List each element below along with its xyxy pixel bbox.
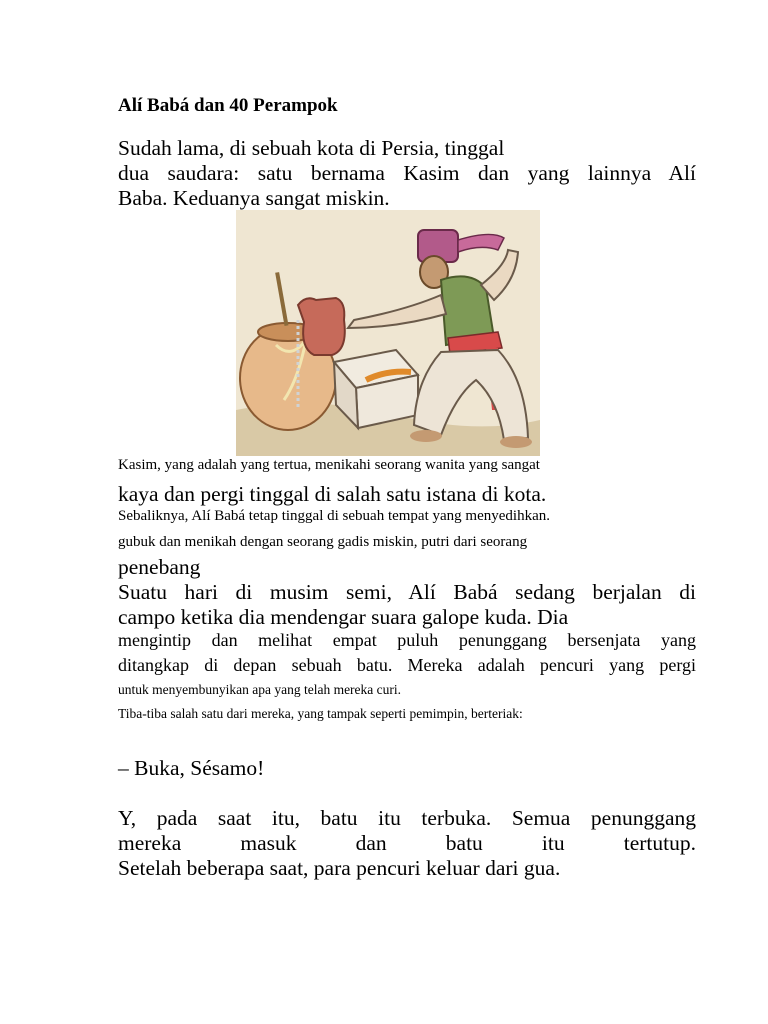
para3-line-1: Suatu hari di musim semi, Alí Babá sedang berjalan di xyxy=(118,580,696,604)
intro-line-2: dua saudara: satu bernama Kasim dan yang lainnya Alí xyxy=(118,161,696,185)
para2-line-3: Sebaliknya, Alí Babá tetap tinggal di sebuah tempat yang menyedihkan. xyxy=(118,508,550,524)
para2-line-5: penebang xyxy=(118,555,201,579)
intro-line-1: Sudah lama, di sebuah kota di Persia, tinggal xyxy=(118,136,505,160)
para4-line-3: Setelah beberapa saat, para pencuri keluar dari gua. xyxy=(118,856,561,880)
document-title: Alí Babá dan 40 Perampok xyxy=(118,95,338,116)
para2-line-2: kaya dan pergi tinggal di salah satu istana di kota. xyxy=(118,482,547,506)
para4-line-1: Y, pada saat itu, batu itu terbuka. Semua penunggang xyxy=(118,806,696,830)
para3-line-3: mengintip dan melihat empat puluh penunggang bersenjata yang xyxy=(118,630,696,650)
intro-line-3: Baba. Keduanya sangat miskin. xyxy=(118,186,390,210)
para2-line-4: gubuk dan menikah dengan seorang gadis miskin, putri dari seorang xyxy=(118,534,528,550)
quote-line: – Buka, Sésamo! xyxy=(118,756,265,780)
para4-line-2: mereka masuk dan batu itu tertutup. xyxy=(118,831,696,855)
para3-line-5: untuk menyembunyikan apa yang telah mereka curi. xyxy=(118,682,402,697)
para3-line-4: ditangkap di depan sebuah batu. Mereka adalah pencuri yang pergi xyxy=(118,655,696,675)
para3-line-6: Tiba-tiba salah satu dari mereka, yang tampak seperti pemimpin, berteriak: xyxy=(118,706,523,721)
para3-line-2: campo ketika dia mendengar suara galope kuda. Dia xyxy=(118,605,569,629)
para2-line-1: Kasim, yang adalah yang tertua, menikahi seorang wanita yang sangat xyxy=(118,457,540,473)
ali-baba-treasure-illustration xyxy=(236,210,540,456)
